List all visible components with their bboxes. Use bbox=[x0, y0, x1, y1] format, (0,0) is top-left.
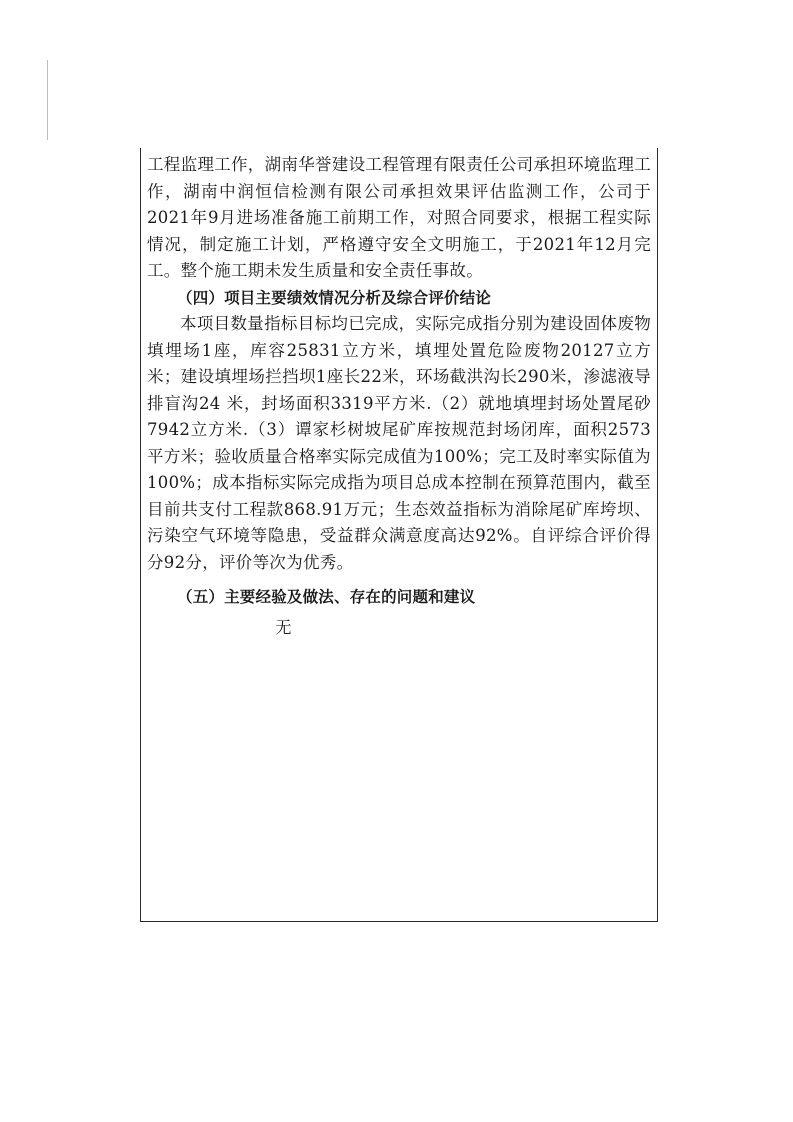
document-content bbox=[147, 152, 651, 641]
continued-paragraph: 工程监理工作，湖南华誉建设工程管理有限责任公司承担环境监理工作，湖南中润恒信检测有限公司承担效果评估监测工作，公司于2021年9月进场准备施工前期工作，对照合同要求，根据工程实际情况，制定施工计划，严格遵守安全文明施工，于2021年12月完工。整个施工期未发生质量和安全责任事故。 bbox=[147, 155, 651, 280]
section-4-body: 本项目数量指标目标均已完成，实际完成指分别为建设固体废物填埋场1座，库容25831立方米，填埋处置危险废物20127立方米；建设填埋场拦挡坝1座长22米，环场截洪沟长290米，渗滤液导排盲沟24 米，封场面积3319平方米.（2）就地填埋封场处置尾砂7942立方米.（3）谭家杉树坡尾矿库按规范封场闭库，面积2573平方米；验收质量合格率实际完成值为100%；完工及时率实际值为100%；成本指标实际完成指为项目总成本控制在预算范围内，截至目前共支付工程款868.91万元；生态效益指标为消除尾矿库垮坝、污染空气环境等隐患，受益群众满意度高达92%。自评综合评价得分92分，评价等次为优秀。 bbox=[147, 314, 651, 572]
scan-edge-mark bbox=[47, 60, 48, 140]
section-4-heading: （四）项目主要绩效情况分析及综合评价结论 bbox=[177, 288, 492, 307]
section-5-body: 无 bbox=[275, 617, 292, 637]
section-5-heading: （五）主要经验及做法、存在的问题和建议 bbox=[177, 588, 476, 606]
